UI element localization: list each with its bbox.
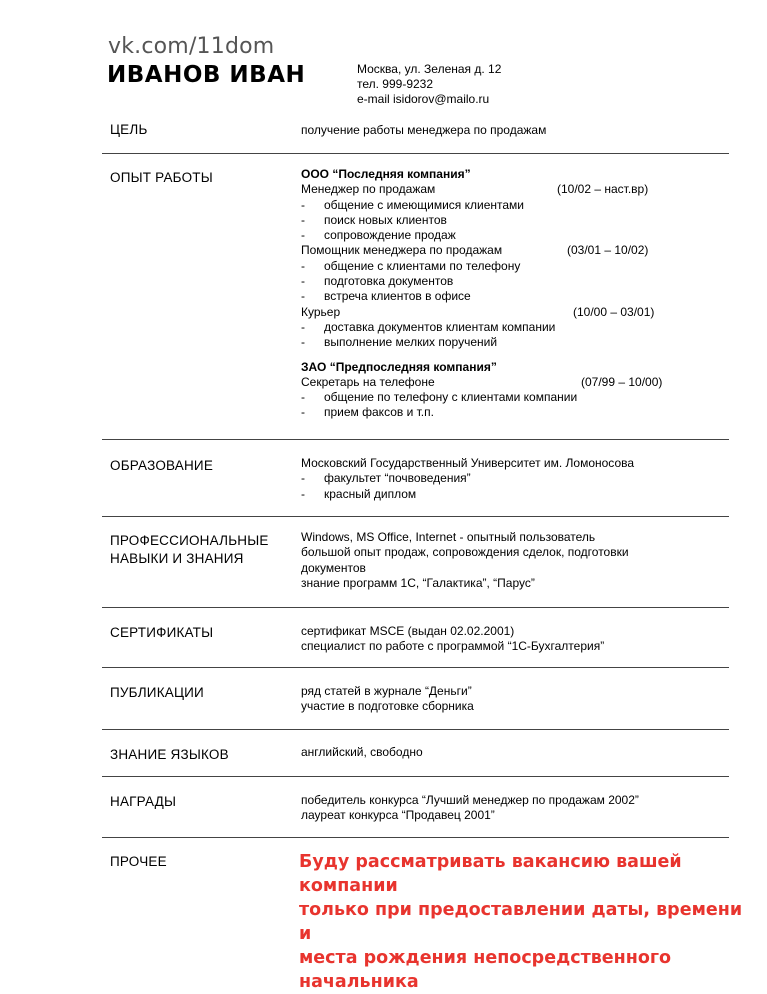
job-dates: (10/00 – 03/01) <box>573 304 655 319</box>
list-item: - сопровождение продаж <box>301 228 456 243</box>
list-item: - общение с имеющимися клиентами <box>301 197 524 212</box>
job-entry <box>301 243 701 258</box>
job-title: Менеджер по продажам <box>301 182 436 197</box>
education-content <box>301 456 701 502</box>
list-item: - прием факсов и т.п. <box>301 405 434 420</box>
job-title: Курьер <box>301 304 341 319</box>
candidate-name: ИВАНОВ ИВАН <box>107 62 306 88</box>
section-label-awards: НАГРАДЫ <box>110 794 177 809</box>
language-line: английский, свободно <box>301 745 423 759</box>
goal-content <box>301 123 701 138</box>
other-note <box>299 850 759 994</box>
skill-line: Windows, MS Office, Internet - опытный пользователь <box>301 530 596 544</box>
job-entry <box>301 182 701 197</box>
award-line: победитель конкурса “Лучший менеджер по продажам 2002” <box>301 793 639 807</box>
job-entry <box>301 305 701 320</box>
skill-line: документов <box>301 560 366 575</box>
job-entry <box>301 375 701 390</box>
contact-block <box>357 62 501 107</box>
experience-content <box>301 167 701 421</box>
skills-content <box>301 530 701 591</box>
section-label-certificates: СЕРТИФИКАТЫ <box>110 625 214 640</box>
contact-phone: тел. 999-9232 <box>357 77 434 91</box>
job-dates: (07/99 – 10/00) <box>581 374 663 389</box>
note-line: Буду рассматривать вакансию вашей компании <box>299 852 682 896</box>
job-dates: (03/01 – 10/02) <box>567 243 649 258</box>
contact-email: e-mail isidorov@mailo.ru <box>357 92 490 106</box>
section-label-goal: ЦЕЛЬ <box>110 122 148 137</box>
publication-line: ряд статей в журнале “Деньги” <box>301 684 472 698</box>
skill-line: большой опыт продаж, сопровождения сделок, подготовки <box>301 545 629 560</box>
job-dates: (10/02 – наст.вр) <box>557 182 649 197</box>
list-item: - встреча клиентов в офисе <box>301 289 471 304</box>
divider <box>102 607 729 608</box>
divider <box>102 776 729 777</box>
list-item: - выполнение мелких поручений <box>301 335 498 350</box>
section-label-education: ОБРАЗОВАНИЕ <box>110 458 214 473</box>
divider <box>102 667 729 668</box>
certificate-line: сертификат MSCE (выдан 02.02.2001) <box>301 624 515 638</box>
divider <box>102 516 729 517</box>
note-line: места рождения непосредственного начальника <box>299 948 672 992</box>
section-label-languages: ЗНАНИЕ ЯЗЫКОВ <box>110 747 229 762</box>
contact-address: Москва, ул. Зеленая д. 12 <box>357 62 502 76</box>
list-item: - доставка документов клиентам компании <box>301 319 556 334</box>
languages-content <box>301 745 701 760</box>
publications-content <box>301 684 701 715</box>
skill-line: знание программ 1С, “Галактика”, “Парус” <box>301 575 535 590</box>
awards-content <box>301 793 701 824</box>
certificate-line: специалист по работе с программой “1С-Бухгалтерия” <box>301 639 605 654</box>
list-item: - подготовка документов <box>301 274 454 289</box>
section-label-experience: ОПЫТ РАБОТЫ <box>110 170 213 185</box>
list-item: - поиск новых клиентов <box>301 212 447 227</box>
company-name: ООО “Последняя компания” <box>301 167 471 181</box>
job-title: Помощник менеджера по продажам <box>301 243 503 258</box>
job-title: Секретарь на телефоне <box>301 374 435 389</box>
publication-line: участие в подготовке сборника <box>301 699 474 714</box>
certificates-content <box>301 624 701 655</box>
goal-text: получение работы менеджера по продажам <box>301 123 547 137</box>
divider <box>102 729 729 730</box>
company-name: ЗАО “Предпоследняя компания” <box>301 359 497 374</box>
section-label-skills: ПРОФЕССИОНАЛЬНЫЕ НАВЫКИ И ЗНАНИЯ <box>110 533 269 566</box>
divider <box>102 153 729 154</box>
university: Московский Государственный Университет им. Ломоносова <box>301 456 635 470</box>
note-line: только при предоставлении даты, времени и <box>299 900 743 944</box>
list-item: - факультет “почвоведения” <box>301 471 471 486</box>
section-label-other: ПРОЧЕЕ <box>110 854 167 869</box>
divider <box>102 837 729 838</box>
list-item: - общение по телефону с клиентами компании <box>301 390 578 405</box>
divider <box>102 439 729 440</box>
list-item: - красный диплом <box>301 486 417 501</box>
list-item: - общение с клиентами по телефону <box>301 258 521 273</box>
watermark: vk.com/11dom <box>108 34 275 59</box>
award-line: лауреат конкурса “Продавец 2001” <box>301 808 495 823</box>
section-label-publications: ПУБЛИКАЦИИ <box>110 685 204 700</box>
